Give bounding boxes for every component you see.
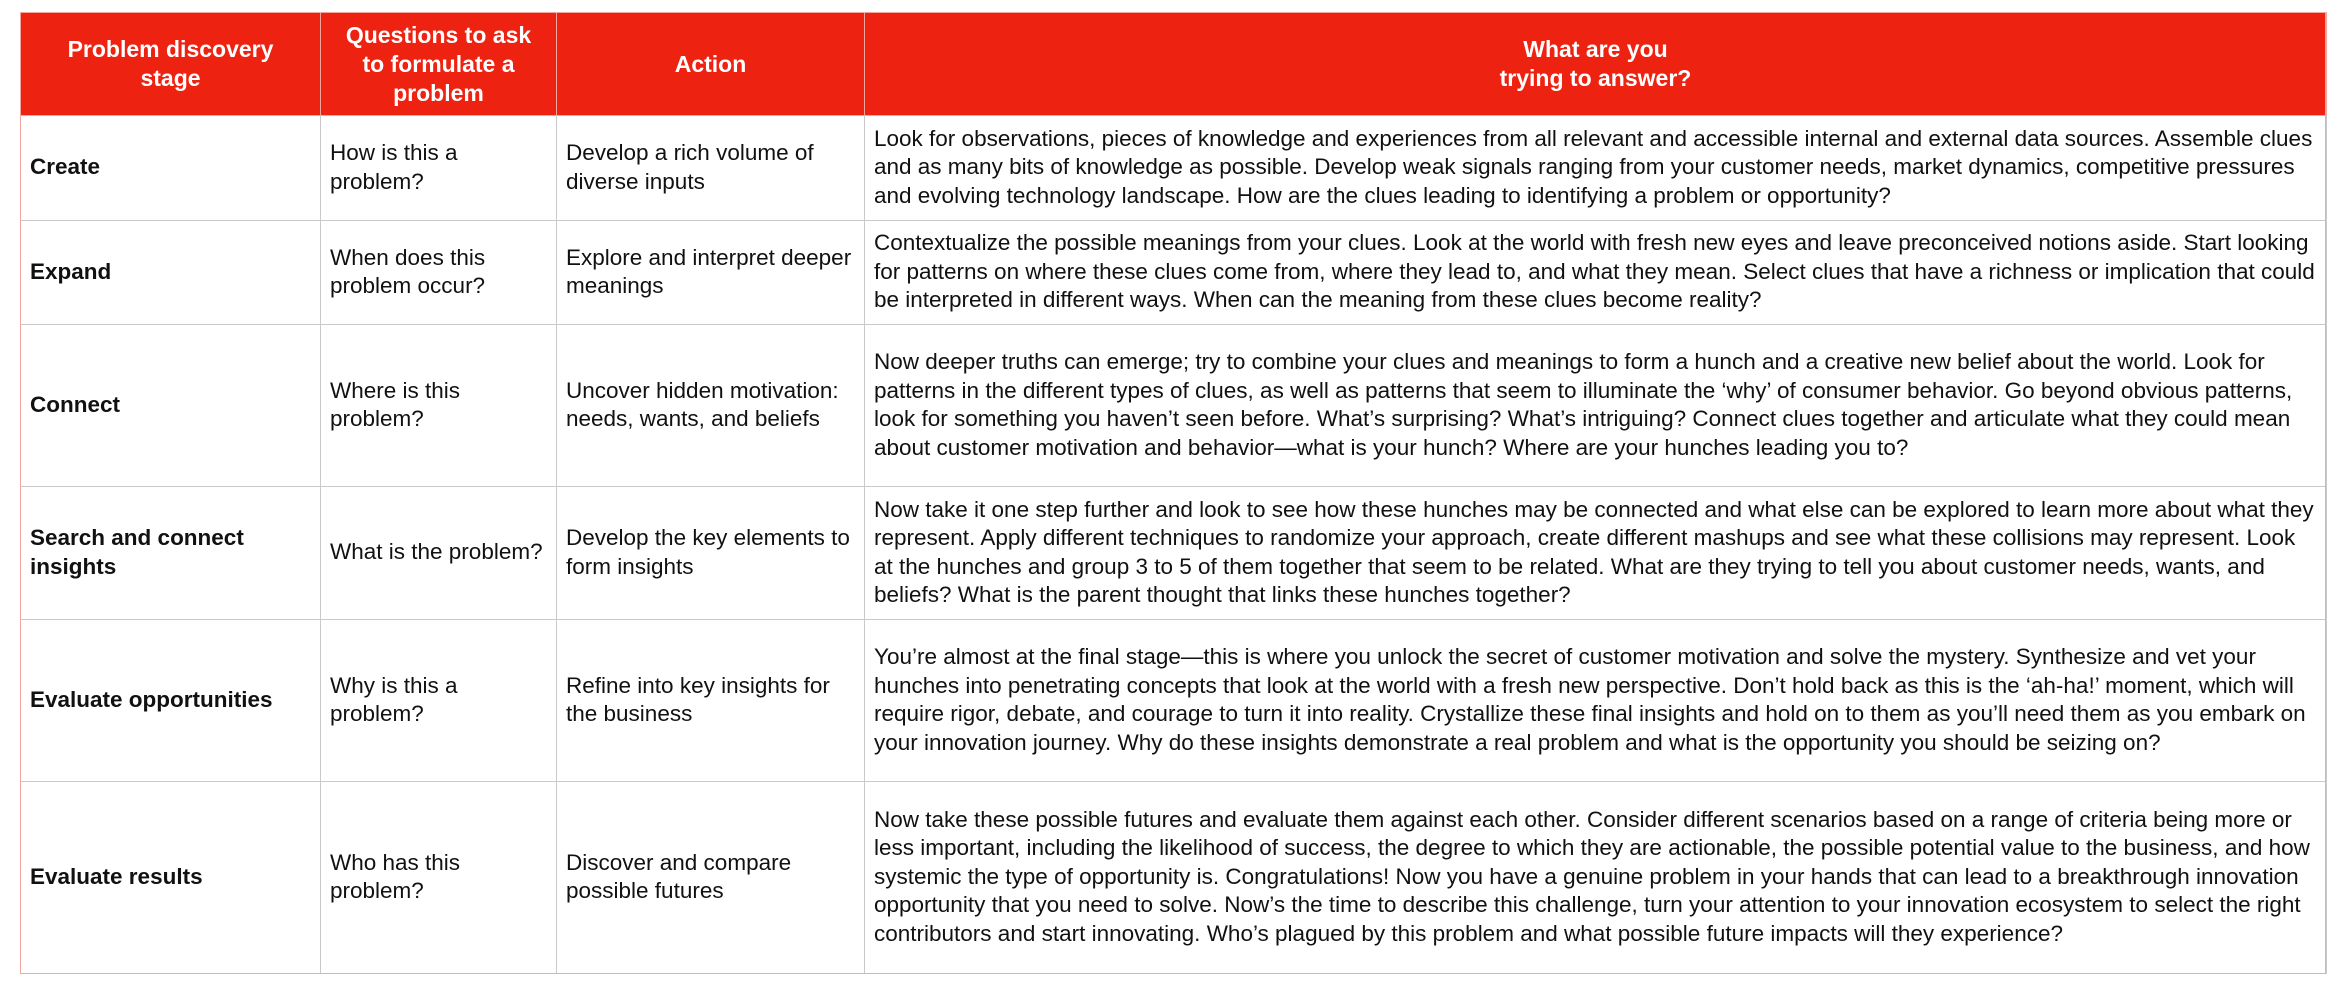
cell-action: Discover and compare possible futures <box>557 782 865 974</box>
header-answer-line-1: What are you <box>1523 36 1668 62</box>
table-body <box>21 116 2327 974</box>
header-row <box>21 13 2327 116</box>
cell-question: How is this a problem? <box>321 116 557 221</box>
cell-stage: Connect <box>21 325 321 487</box>
cell-answer: Now deeper truths can emerge; try to combine your clues and meanings to form a hunch and a creative new belief about the world. Look for patterns in the different types of clues, as well as patterns that seem to illuminate the ‘why’ of consumer behavior. Go beyond obvious patterns, look for something you haven’t seen before. What’s surprising? What’s intriguing? Connect clues together and articulate what they could mean about customer motivation and behavior—what is your hunch? Where are your hunches leading you to? <box>865 325 2327 487</box>
cell-action: Develop the key elements to form insights <box>557 487 865 620</box>
cell-stage: Expand <box>21 221 321 325</box>
table-row-evaluate-results <box>21 782 2327 974</box>
header-questions-line-1: Questions to ask <box>345 21 532 48</box>
cell-answer: Look for observations, pieces of knowledge and experiences from all relevant and accessible internal and external data sources. Assemble clues and as many bits of knowledge as possible. Develop weak signals ranging from your customer needs, market dynamics, competitive pressures and evolving technology landscape. How are the clues leading to identifying a problem or opportunity? <box>865 116 2327 221</box>
header-stage-line-1: Problem discovery <box>67 36 274 62</box>
header-questions-line-3: problem <box>393 79 484 106</box>
cell-answer: You’re almost at the final stage—this is where you unlock the secret of customer motivation and solve the mystery. Synthesize and vet your hunches into penetrating concepts that look at the world with a fresh new perspective. Don’t hold back as this is the ‘ah-ha!’ moment, which will require rigor, debate, and courage to turn it into reality. Crystallize these final insights and hold on to them as you’ll need them as you embark on your innovation journey. Why do these insights demonstrate a real problem and what is the opportunity you should be seizing on? <box>865 620 2327 782</box>
cell-answer: Now take it one step further and look to see how these hunches may be connected and what else can be explored to learn more about what they represent. Apply different techniques to randomize your approach, create different mashups and see what these collisions may represent. Look at the hunches and group 3 to 5 of them together that seem to be related. What are they trying to tell you about customer needs, wants, and beliefs? What is the parent thought that links these hunches together? <box>865 487 2327 620</box>
table-row-evaluate-opportunities <box>21 620 2327 782</box>
cell-question: What is the problem? <box>321 487 557 620</box>
header-action <box>557 13 865 116</box>
cell-question: Why is this a problem? <box>321 620 557 782</box>
header-questions <box>321 13 557 116</box>
header-action-line-1: Action <box>674 50 747 77</box>
cell-answer: Now take these possible futures and evaluate them against each other. Consider different scenarios based on a range of criteria being more or less important, including the likelihood of success, the degree to which they are actionable, the possible potential value to the business, and how systemic the type of opportunity is. Congratulations! Now you have a genuine problem in your hands that can lead to a breakthrough innovation opportunity that you need to solve. Now’s the time to describe this challenge, turn your attention to your innovation ecosystem to select the right contributors and start innovating. Who’s plagued by this problem and what possible future impacts will they experience? <box>865 782 2327 974</box>
header-stage <box>21 13 321 116</box>
cell-action: Uncover hidden motivation: needs, wants, and beliefs <box>557 325 865 487</box>
cell-answer: Contextualize the possible meanings from your clues. Look at the world with fresh new eyes and leave preconceived notions aside. Start looking for patterns on where these clues come from, where they lead to, and what they mean. Select clues that have a richness or implication that could be interpreted in different ways. When can the meaning from these clues become reality? <box>865 221 2327 325</box>
cell-action: Develop a rich volume of diverse inputs <box>557 116 865 221</box>
table-row-search-and-connect-insights <box>21 487 2327 620</box>
problem-discovery-table-wrapper <box>20 12 2326 974</box>
cell-stage: Create <box>21 116 321 221</box>
cell-action: Refine into key insights for the business <box>557 620 865 782</box>
table-header <box>21 13 2327 116</box>
table-row-connect <box>21 325 2327 487</box>
cell-question: When does this problem occur? <box>321 221 557 325</box>
header-stage-line-2: stage <box>140 65 201 91</box>
header-answer <box>865 13 2327 116</box>
cell-stage: Evaluate results <box>21 782 321 974</box>
cell-action: Explore and interpret deeper meanings <box>557 221 865 325</box>
cell-question: Who has this problem? <box>321 782 557 974</box>
table-row-create <box>21 116 2327 221</box>
header-answer-line-2: trying to answer? <box>1499 65 1692 91</box>
cell-question: Where is this problem? <box>321 325 557 487</box>
header-questions-line-2: to formulate a <box>362 50 515 77</box>
cell-stage: Evaluate opportunities <box>21 620 321 782</box>
cell-stage: Search and connect insights <box>21 487 321 620</box>
problem-discovery-table <box>20 12 2327 974</box>
table-row-expand <box>21 221 2327 325</box>
